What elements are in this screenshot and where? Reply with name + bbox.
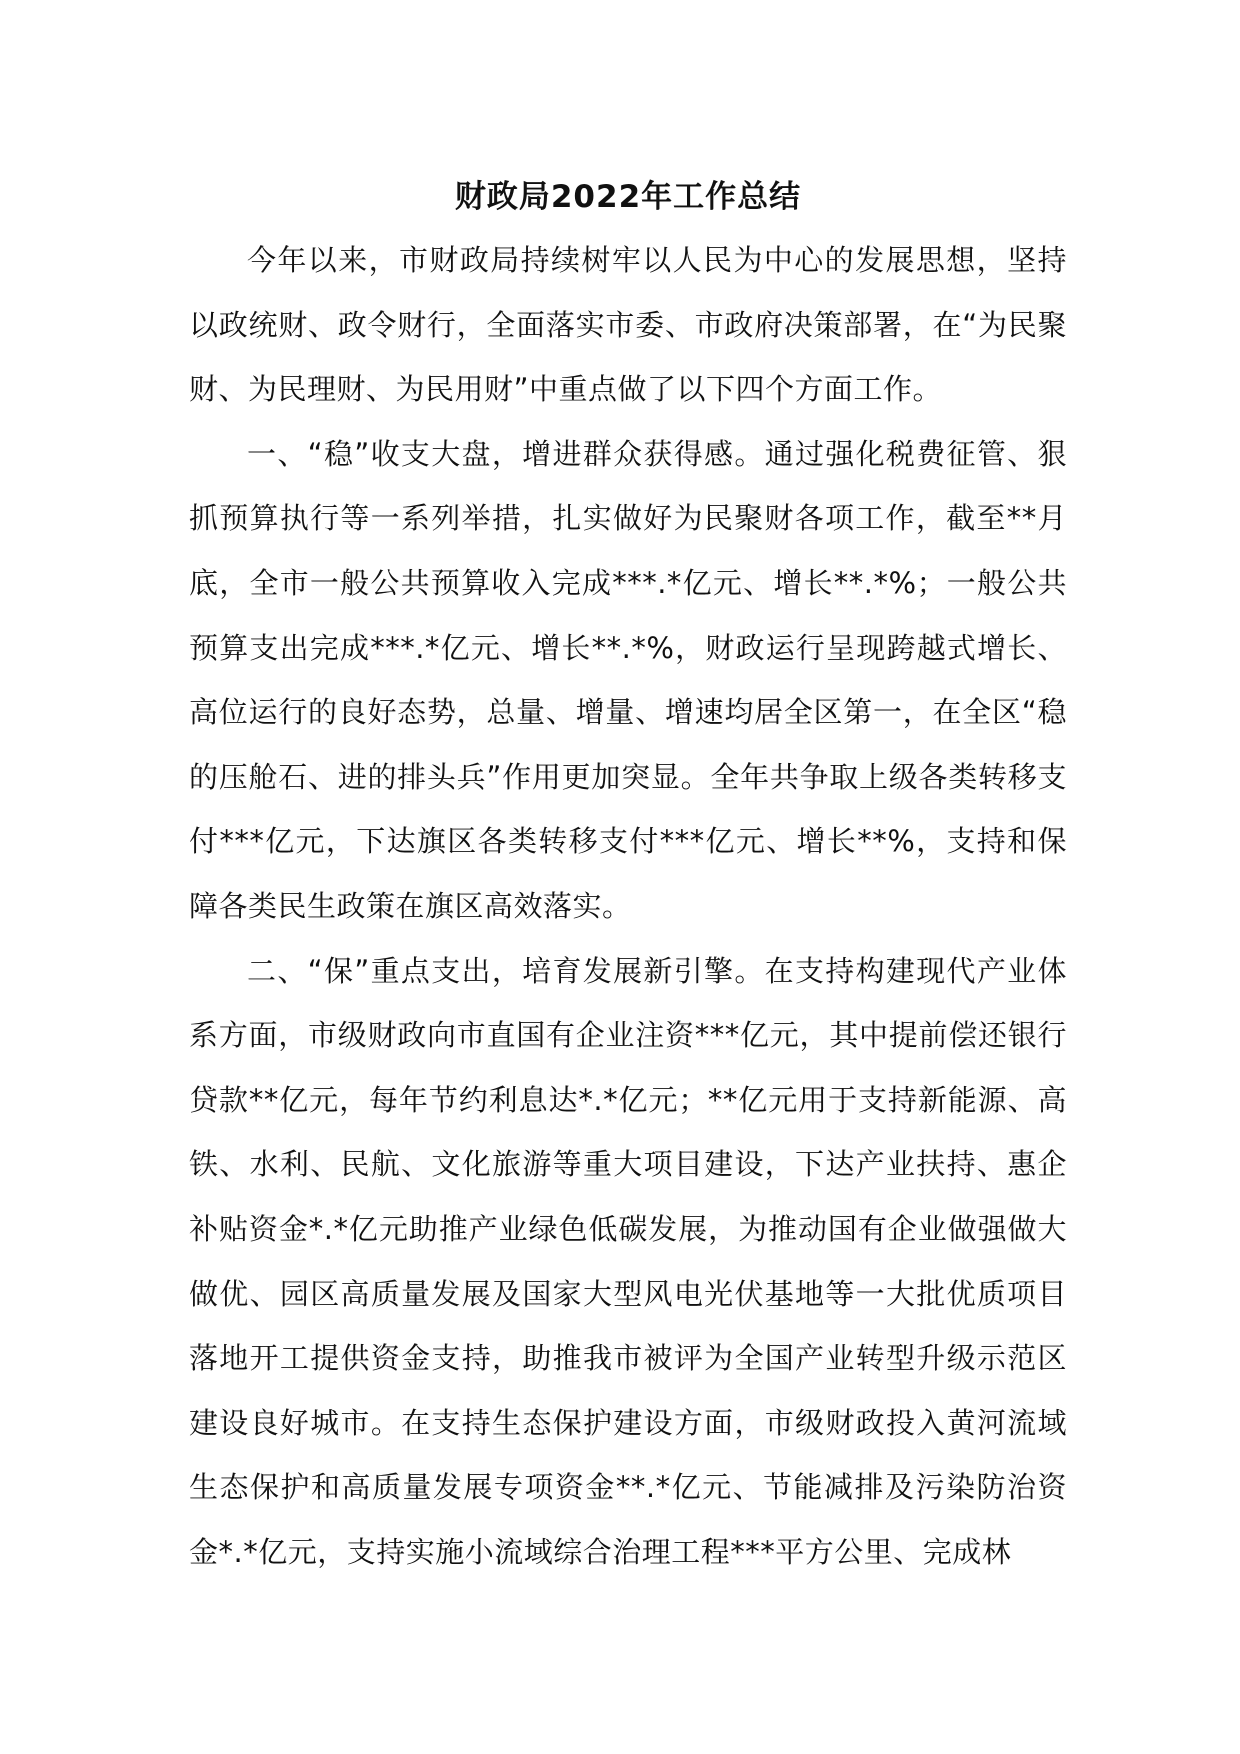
document-title: 财政局2022年工作总结 — [454, 179, 802, 215]
paragraph-intro: 今年以来，市财政局持续树牢以人民为中心的发展思想，坚持以政统财、政令财行，全面落实市委、市政府决策部署，在“为民聚财、为民理财、为民用财”中重点做了以下四个方面工作。 — [189, 243, 1067, 407]
document-body — [189, 172, 1067, 1584]
paragraph-section-2: 二、“保”重点支出，培育发展新引擎。在支持构建现代产业体系方面，市级财政向市直国有企业注资***亿元，其中提前偿还银行贷款**亿元，每年节约利息达*.*亿元；**亿元用于支持新能源、高铁、水利、民航、文化旅游等重大项目建设，下达产业扶持、惠企补贴资金*.*亿元助推产业绿色低碳发展，为推动国有企业做强做大做优、园区高质量发展及国家大型风电光伏基地等一大批优质项目落地开工提供资金支持，助推我市被评为全国产业转型升级示范区建设良好城市。在支持生态保护建设方面，市级财政投入黄河流域生态保护和高质量发展专项资金**.*亿元、节能减排及污染防治资金*.*亿元，支持实施小流域综合治理工程***平方公里、完成林 — [189, 953, 1067, 1569]
paragraph-section-1: 一、“稳”收支大盘，增进群众获得感。通过强化税费征管、狠抓预算执行等一系列举措，扎实做好为民聚财各项工作，截至**月底，全市一般公共预算收入完成***.*亿元、增长**.*%；一般公共预算支出完成***.*亿元、增长**.*%，财政运行呈现跨越式增长、高位运行的良好态势，总量、增量、增速均居全区第一，在全区“稳的压舱石、进的排头兵”作用更加突显。全年共争取上级各类转移支付***亿元，下达旗区各类转移支付***亿元、增长**%，支持和保障各类民生政策在旗区高效落实。 — [189, 436, 1067, 923]
